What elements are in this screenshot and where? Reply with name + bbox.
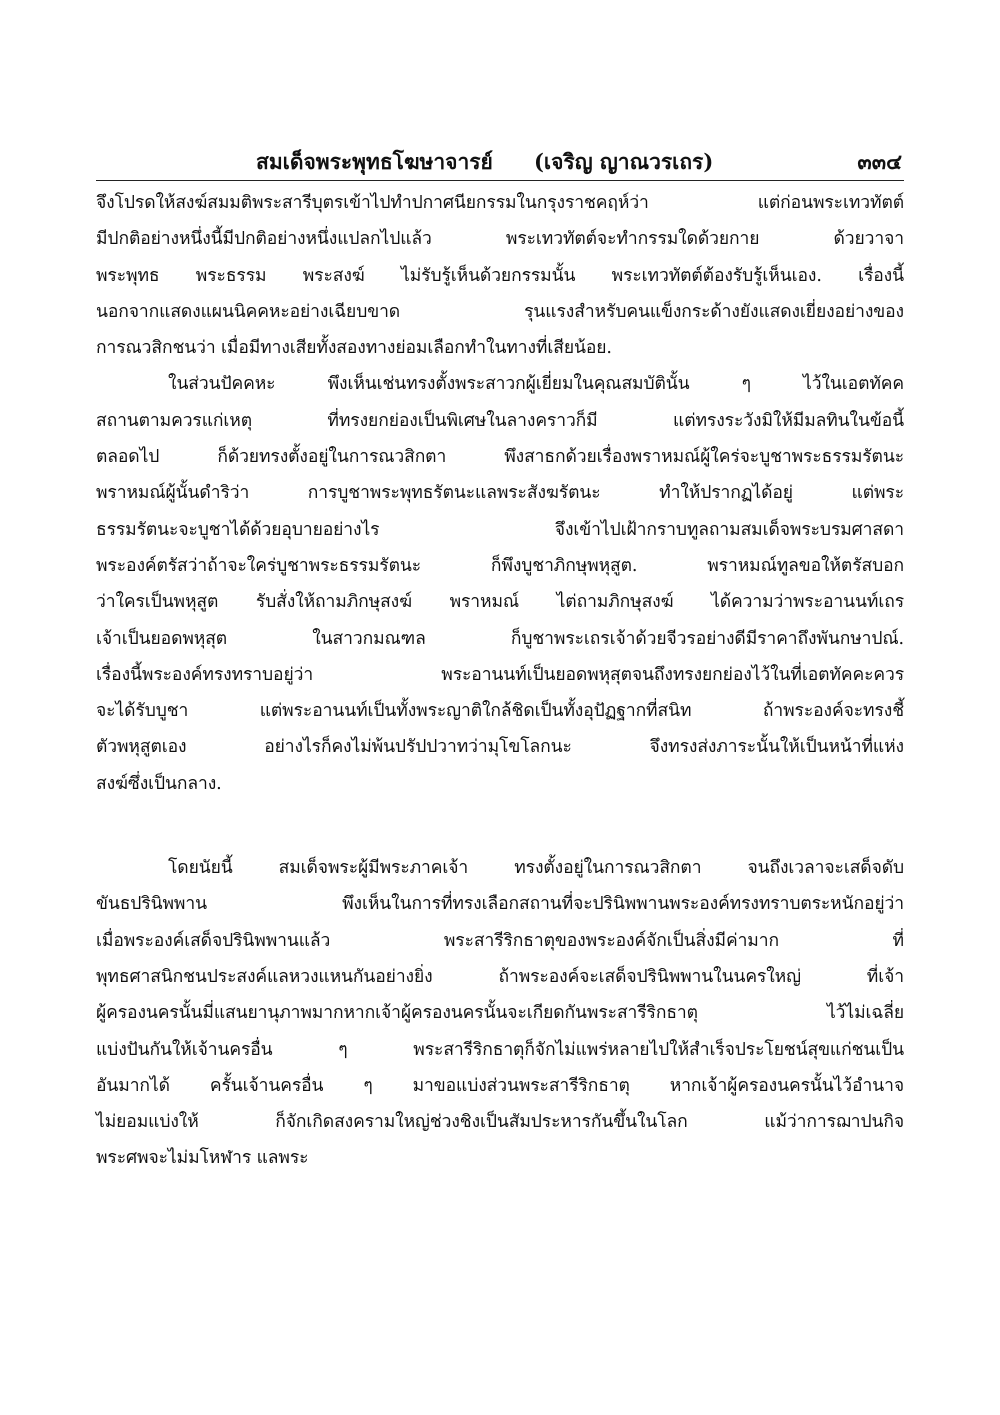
text-line: สงฆ์ซึ่งเป็นกลาง. bbox=[96, 773, 222, 794]
text-line: พราหมณ์ผู้นั้นดำริว่า การบูชาพระพุทธรัตนะแลพระสังฆรัตนะ ทำให้ปรากฏได้อยู่ แต่พระ bbox=[96, 483, 904, 504]
text-line: ตัวพหุสูตเอง อย่างไรก็คงไม่พ้นปรัปปวาทว่ามุโขโลกนะ จึงทรงส่งภาระนั้นให้เป็นหน้าที่แห่ง bbox=[96, 737, 904, 758]
text-line: พระศพจะไม่มโหฬาร แลพระ bbox=[96, 1148, 309, 1169]
text-line: เมื่อพระองค์เสด็จปรินิพพานแล้ว พระสารีริกธาตุของพระองค์จักเป็นสิ่งมีค่ามาก ที่ bbox=[96, 930, 904, 951]
text-line: มีปกติอย่างหนึ่งนี้มีปกติอย่างหนึ่งแปลกไปแล้ว พระเทวทัตต์จะทำกรรมใดด้วยกาย ด้วยวาจา bbox=[96, 229, 904, 250]
paragraph-2 bbox=[96, 366, 904, 802]
text-line: เรื่องนี้พระองค์ทรงทราบอยู่ว่า พระอานนท์เป็นยอดพหุสุตจนถึงทรงยกย่องไว้ในที่เอตทัคคะควร bbox=[96, 664, 904, 685]
text-line: ไม่ยอมแบ่งให้ ก็จักเกิดสงครามใหญ่ช่วงชิงเป็นสัมประหารกันขึ้นในโลก แม้ว่าการฌาปนกิจ bbox=[96, 1112, 904, 1133]
text-line: พระองค์ตรัสว่าถ้าจะใคร่บูชาพระธรรมรัตนะ ก็พึงบูชาภิกษุพหุสูต. พราหมณ์ทูลขอให้ตรัสบอก bbox=[96, 555, 904, 576]
text-line: แบ่งปันกันให้เจ้านครอื่น ๆ พระสารีริกธาตุก็จักไม่แพร่หลายไปให้สำเร็จประโยชน์สุขแก่ชนเป็น bbox=[96, 1039, 904, 1060]
text-line: ผู้ครองนครนั้นมี่แสนยานุภาพมากหากเจ้าผู้ครองนครนั้นจะเกียดกันพระสารีริกธาตุ ไว้ไม่เฉลี่ย bbox=[96, 1003, 904, 1024]
page-header bbox=[96, 146, 904, 181]
text-line: จะได้รับบูชา แต่พระอานนท์เป็นทั้งพระญาติใกล้ชิดเป็นทั้งอุปัฏฐากที่สนิท ถ้าพระองค์จะทรงชี้ bbox=[96, 701, 904, 722]
text-line: ว่าใครเป็นพหุสูต รับสั่งให้ถามภิกษุสงฆ์ พราหมณ์ ไต่ถามภิกษุสงฆ์ ได้ความว่าพระอานนท์เถร bbox=[96, 592, 904, 613]
text-line: พระพุทธ พระธรรม พระสงฆ์ ไม่รับรู้เห็นด้วยกรรมนั้น พระเทวทัตต์ต้องรับรู้เห็นเอง. เรื่องนี้ bbox=[96, 265, 904, 286]
text-line: ขันธปรินิพพาน พึงเห็นในการที่ทรงเลือกสถานที่จะปรินิพพานพระองค์ทรงทราบตระหนักอยู่ว่า bbox=[96, 894, 904, 915]
header-author: (เจริญ ญาณวรเถร) bbox=[534, 149, 714, 174]
text-line: จึงโปรดให้สงฆ์สมมติพระสารีบุตรเข้าไปทำปกาศนียกรรมในกรุงราชคฤห์ว่า แต่ก่อนพระเทวทัตต์ bbox=[96, 193, 904, 213]
text-line: สถานตามควรแก่เหตุ ที่ทรงยกย่องเป็นพิเศษในลางคราวก็มี แต่ทรงระวังมิให้มีมลทินในข้อนี้ bbox=[96, 410, 904, 431]
paragraph-1 bbox=[96, 185, 904, 366]
text-line: การณวสิกชนว่า เมื่อมีทางเสียทั้งสองทางย่อมเลือกทำในทางที่เสียน้อย. bbox=[96, 338, 612, 359]
text-line: ตลอดไป ก็ด้วยทรงตั้งอยู่ในการณวสิกตา พึงสาธกด้วยเรื่องพราหมณ์ผู้ใคร่จะบูชาพระธรรมรัตนะ bbox=[96, 447, 904, 468]
body-text bbox=[96, 185, 904, 1177]
header-title: สมเด็จพระพุทธโฆษาจารย์ bbox=[256, 149, 493, 174]
text-line: นอกจากแสดงแผนนิคคหะอย่างเฉียบขาด รุนแรงสำหรับคนแข็งกระด้างยังแสดงเยี่ยงอย่างของ bbox=[96, 301, 904, 322]
text-line: พุทธศาสนิกชนประสงค์แลหวงแหนกันอย่างยิ่ง ถ้าพระองค์จะเสด็จปรินิพพานในนครใหญ่ ที่เจ้า bbox=[96, 966, 904, 987]
page-number: ๓๓๔ bbox=[857, 149, 902, 174]
text-line: ในส่วนปัคคหะ พึงเห็นเช่นทรงตั้งพระสาวกผู้เยี่ยมในคุณสมบัตินั้น ๆ ไว้ในเอตทัคค bbox=[168, 374, 904, 395]
text-line: อันมากได้ ครั้นเจ้านครอื่น ๆ มาขอแบ่งส่วนพระสารีริกธาตุ หากเจ้าผู้ครองนครนั้นไว้อำนาจ bbox=[96, 1075, 904, 1096]
paragraph-spacer bbox=[96, 802, 904, 850]
text-line: ธรรมรัตนะจะบูชาได้ด้วยอุบายอย่างไร จึงเข้าไปเฝ้ากราบทูลถามสมเด็จพระบรมศาสดา bbox=[96, 519, 904, 540]
paragraph-3 bbox=[96, 850, 904, 1177]
text-line: โดยนัยนี้ สมเด็จพระผู้มีพระภาคเจ้า ทรงตั้งอยู่ในการณวสิกตา จนถึงเวลาจะเสด็จดับ bbox=[168, 858, 904, 879]
text-line: เจ้าเป็นยอดพหุสุต ในสาวกมณฑล ก็บูชาพระเถรเจ้าด้วยจีวรอย่างดีมีราคาถึงพันกษาปณ์. bbox=[96, 628, 904, 649]
